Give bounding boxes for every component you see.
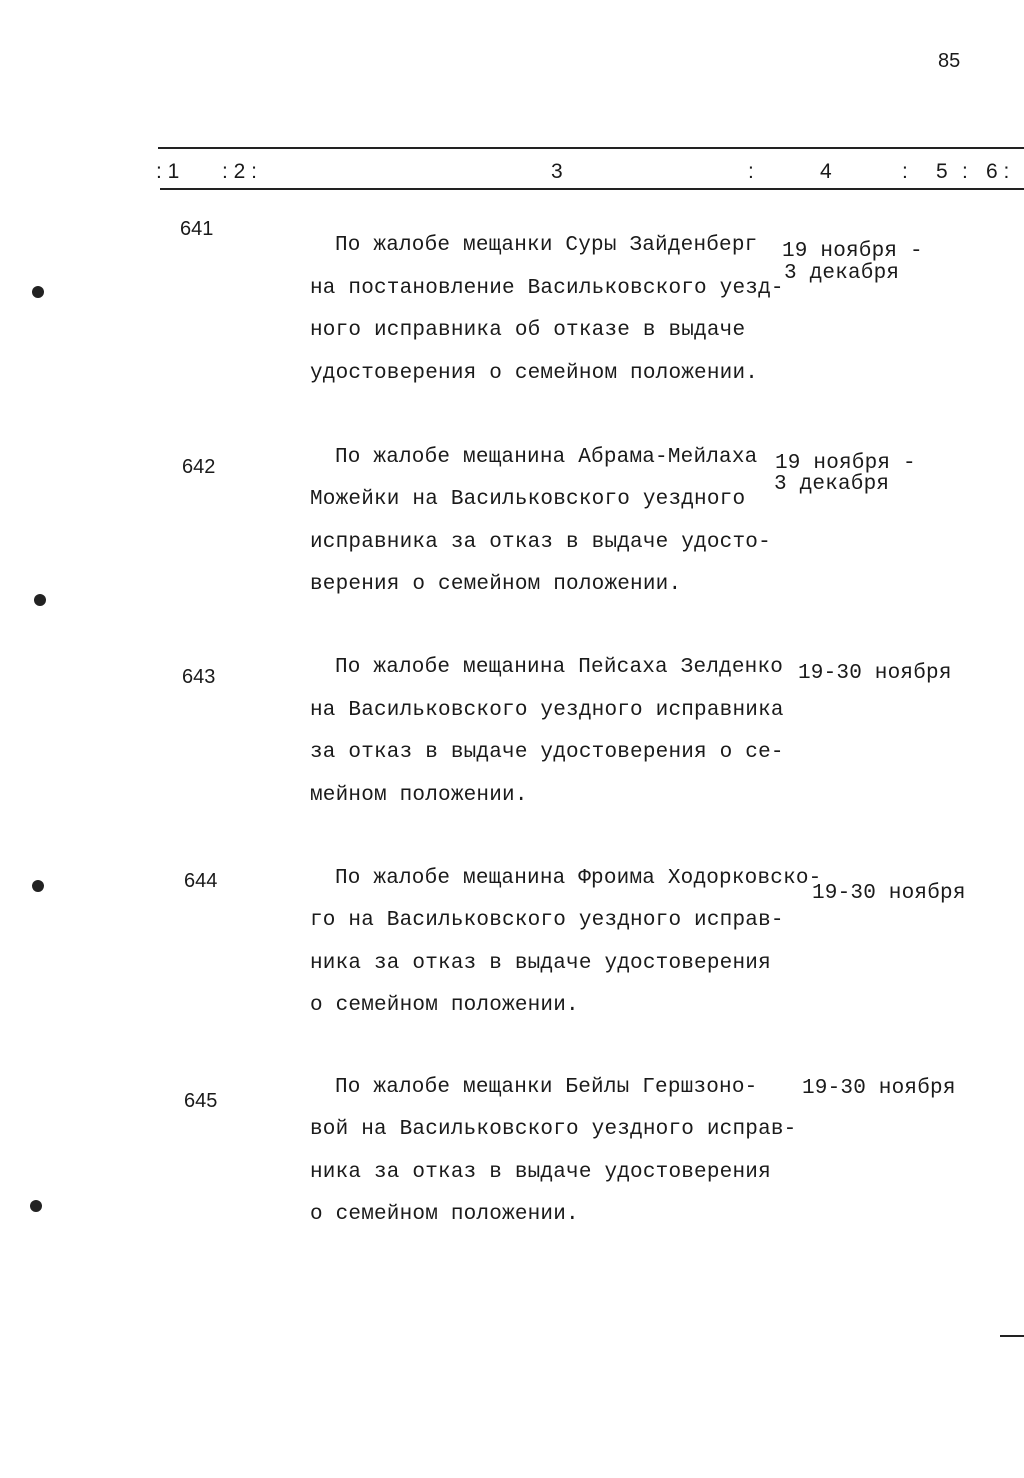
entry-line: вой на Васильковского уездного исправ-	[310, 1118, 797, 1141]
header-top-rule	[158, 147, 1024, 149]
col-4: 4	[820, 160, 832, 183]
entry-line: мейном положении.	[310, 784, 528, 807]
entry-line: на постановление Васильковского уезд-	[310, 277, 784, 300]
entry-line: о семейном положении.	[310, 1203, 579, 1226]
entry-date: 19 ноября -	[775, 452, 916, 475]
entry-number: 641	[180, 218, 214, 240]
col-1: : 1	[156, 160, 180, 183]
margin-stroke	[1000, 1335, 1024, 1337]
binding-hole-mark	[30, 1200, 42, 1212]
entry-line: ного исправника об отказе в выдаче	[310, 319, 746, 342]
entry-line: удостоверения о семейном положении.	[310, 362, 759, 385]
col-sep: :	[748, 160, 754, 183]
entry-date: 19-30 ноября	[812, 882, 966, 905]
entry-date: 19-30 ноября	[802, 1077, 956, 1100]
entry-line: ника за отказ в выдаче удостоверения	[310, 952, 771, 975]
entry-number: 645	[184, 1090, 218, 1112]
entry-line: ника за отказ в выдаче удостоверения	[310, 1161, 771, 1184]
entry-line: о семейном положении.	[310, 994, 579, 1017]
col-2: : 2 :	[222, 160, 258, 183]
entry-date: 19 ноября -	[782, 240, 923, 263]
entry-number: 644	[184, 870, 218, 892]
col-5: 5	[936, 160, 948, 183]
header-bottom-rule	[160, 188, 1024, 190]
entry-number: 642	[182, 456, 216, 478]
entry-line: исправника за отказ в выдаче удосто-	[310, 531, 771, 554]
binding-hole-mark	[32, 880, 44, 892]
col-6: 6 :	[986, 160, 1010, 183]
entry-line: По жалобе мещанина Фроима Ходорковско-	[335, 867, 822, 890]
entry-line: По жалобе мещанина Абрама-Мейлаха	[335, 446, 758, 469]
entry-line: верения о семейном положении.	[310, 573, 682, 596]
entry-date: 3 декабря	[774, 473, 890, 496]
entry-line: Можейки на Васильковского уездного	[310, 488, 746, 511]
entry-line: го на Васильковского уездного исправ-	[310, 909, 784, 932]
binding-hole-mark	[34, 594, 46, 606]
col-3: 3	[551, 160, 563, 183]
entry-line: По жалобе мещанки Суры Зайденберг	[335, 234, 758, 257]
binding-hole-mark	[32, 286, 44, 298]
col-sep: :	[902, 160, 908, 183]
page-number: 85	[938, 50, 961, 72]
entry-line: на Васильковского уездного исправника	[310, 699, 784, 722]
entry-date: 3 декабря	[784, 262, 900, 285]
entry-date: 19-30 ноября	[798, 662, 952, 685]
entry-number: 643	[182, 666, 216, 688]
col-sep: :	[962, 160, 968, 183]
entry-line: По жалобе мещанки Бейлы Гершзоно-	[335, 1076, 758, 1099]
entry-line: По жалобе мещанина Пейсаха Зелденко	[335, 656, 784, 679]
entry-line: за отказ в выдаче удостоверения о се-	[310, 741, 784, 764]
